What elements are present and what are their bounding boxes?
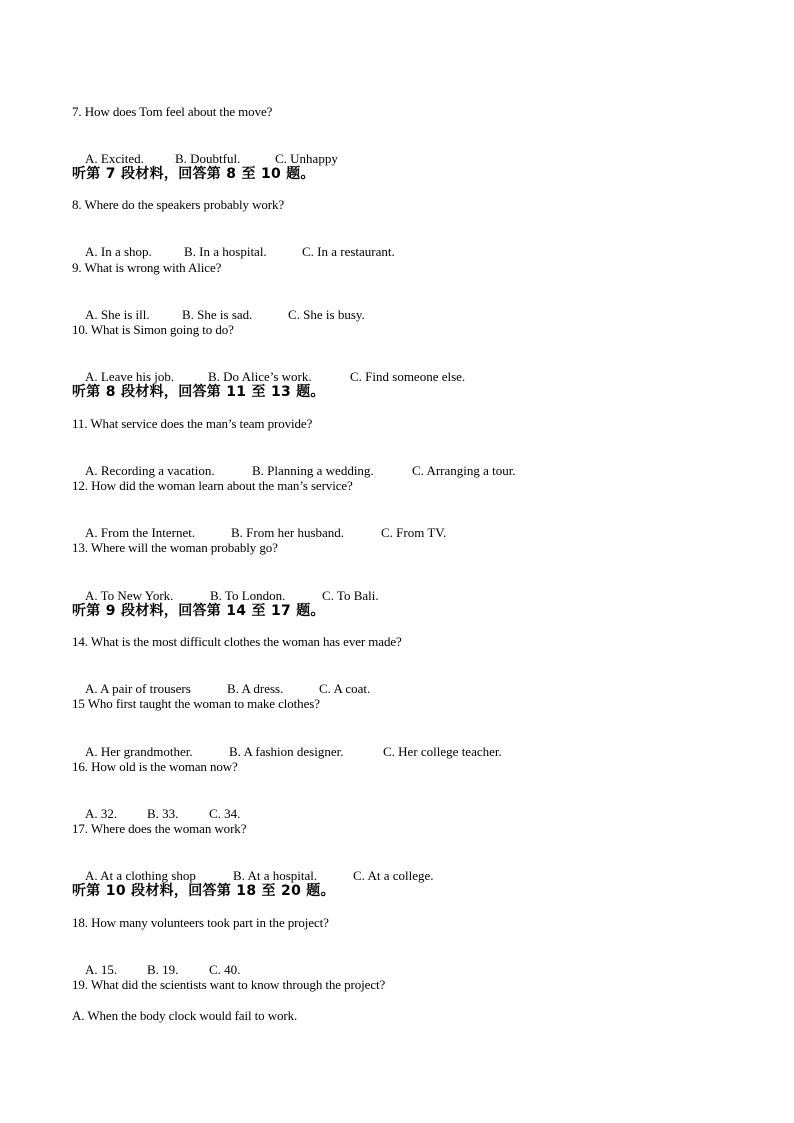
option-c: C. Arranging a tour. — [412, 463, 516, 478]
option-a: A. Leave his job. — [85, 369, 175, 384]
option-b: B. Do Alice’s work. — [208, 369, 312, 384]
option-b: B. Planning a wedding. — [252, 463, 374, 478]
question-10: 10. What is Simon going to do? — [72, 322, 234, 337]
option-c: C. A coat. — [319, 681, 371, 696]
option-b: B. In a hospital. — [184, 244, 267, 259]
option-a: A. In a shop. — [85, 244, 152, 259]
section-heading-8: 听第 8 段材料，回答第 11 至 13 题。 — [72, 384, 325, 400]
option-a: A. 32. — [85, 806, 118, 821]
option-b: B. 33. — [147, 806, 179, 821]
question-18: 18. How many volunteers took part in the project? — [72, 915, 329, 930]
section-heading-9: 听第 9 段材料，回答第 14 至 17 题。 — [72, 603, 325, 619]
option-b: B. To London. — [210, 588, 286, 603]
option-a: A. She is ill. — [85, 307, 150, 322]
question-16: 16. How old is the woman now? — [72, 759, 238, 774]
question-17: 17. Where does the woman work? — [72, 821, 247, 836]
question-9: 9. What is wrong with Alice? — [72, 260, 222, 275]
option-c: C. In a restaurant. — [302, 244, 395, 259]
option-a: A. Her grandmother. — [85, 744, 193, 759]
question-15: 15 Who first taught the woman to make clothes? — [72, 696, 320, 711]
section-heading-10: 听第 10 段材料，回答第 18 至 20 题。 — [72, 883, 335, 899]
option-a: A. A pair of trousers — [85, 681, 191, 696]
option-c: C. From TV. — [381, 525, 447, 540]
question-19: 19. What did the scientists want to know through the project? — [72, 977, 386, 992]
option-c: C. Find someone else. — [350, 369, 466, 384]
option-c: C. She is busy. — [288, 307, 365, 322]
question-13: 13. Where will the woman probably go? — [72, 540, 278, 555]
option-c: C. Unhappy — [275, 151, 338, 166]
option-a: A. 15. — [85, 962, 118, 977]
option-c: C. 34. — [209, 806, 241, 821]
option-b: B. A fashion designer. — [229, 744, 344, 759]
option-c: C. To Bali. — [322, 588, 379, 603]
question-12: 12. How did the woman learn about the man’s service? — [72, 478, 353, 493]
section-heading-7: 听第 7 段材料，回答第 8 至 10 题。 — [72, 166, 315, 182]
option-c: C. 40. — [209, 962, 241, 977]
option-b: B. Doubtful. — [175, 151, 241, 166]
option-b: B. 19. — [147, 962, 179, 977]
question-8: 8. Where do the speakers probably work? — [72, 197, 285, 212]
option-19-a: A. When the body clock would fail to work. — [72, 1008, 298, 1023]
option-b: B. From her husband. — [231, 525, 345, 540]
option-c: C. At a college. — [353, 868, 434, 883]
option-b: B. She is sad. — [182, 307, 253, 322]
option-b: B. At a hospital. — [233, 868, 318, 883]
option-c: C. Her college teacher. — [383, 744, 502, 759]
option-a: A. To New York. — [85, 588, 174, 603]
option-a: A. Recording a vacation. — [85, 463, 215, 478]
question-11: 11. What service does the man’s team provide? — [72, 416, 313, 431]
option-a: A. At a clothing shop — [85, 868, 196, 883]
question-7: 7. How does Tom feel about the move? — [72, 104, 273, 119]
option-a: A. From the Internet. — [85, 525, 196, 540]
option-b: B. A dress. — [227, 681, 284, 696]
option-a: A. Excited. — [85, 151, 144, 166]
question-14: 14. What is the most difficult clothes the woman has ever made? — [72, 634, 402, 649]
